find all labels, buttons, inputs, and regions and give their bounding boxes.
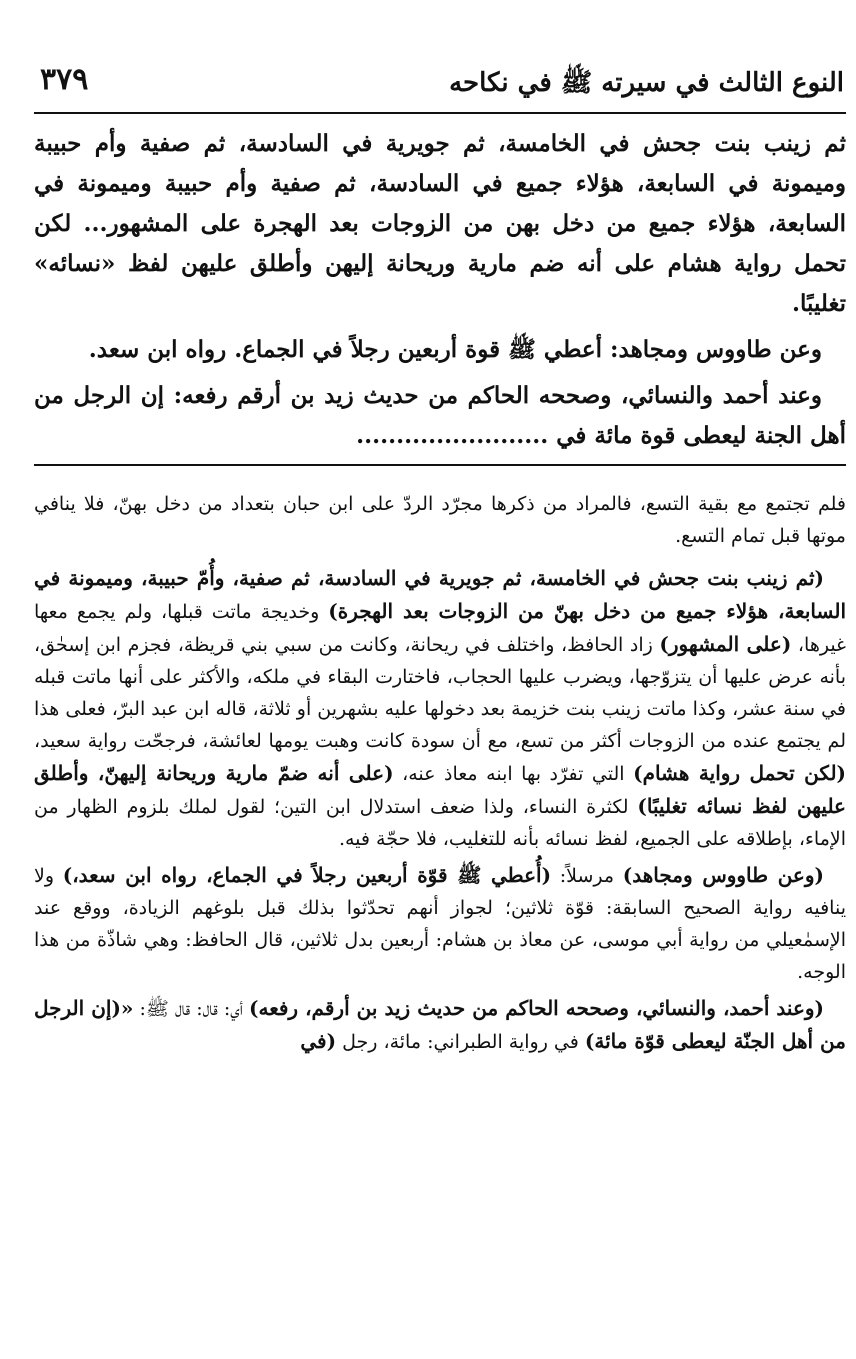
quoted-text: (أُعطي ﷺ قوّة أربعين رجلاً في الجماع، رواه ابن سعد،): [62, 863, 552, 887]
book-page: [34, 58, 846, 1348]
quoted-text: (ثم زينب بنت جحش في الخامسة، ثم جويرية في السادسة، ثم صفية، وأُمّ حبيبة، وميمونة في السابعة، هؤلاء جميع من دخل بهنّ من الزوجات بعد الهجرة): [34, 566, 846, 623]
section-divider: [34, 464, 846, 466]
main-paragraph: وعن طاووس ومجاهد: أعطي ﷺ قوة أربعين رجلاً في الجماع. رواه ابن سعد.: [88, 336, 822, 363]
main-paragraph: وعند أحمد والنسائي، وصححه الحاكم من حديث زيد بن أرقم رفعه: إن الرجل من أهل الجنة ليعطى قوة مائة في ........................: [34, 382, 846, 449]
commentary: [34, 488, 846, 1058]
commentary-text: التي تفرّد بها ابنه معاذ عنه،: [393, 763, 634, 785]
commentary-text: زاد الحافظ، واختلف في ريحانة، وكانت من سبي بني قريظة، فجزم ابن إسحٰق، بأنه عرض عليها أن يتزوّجها، ويضرب عليها الحجاب، فاختارت البقاء في ملكه، والأكثر على أنها ماتت قبله في سنة عشر، وكذا ماتت زينب بنت خزيمة بعد دخولها عليه بشهرين أو ثلاثة، قاله ابن عبد البرّ، فعلى هذا لم يجتمع عنده من الزوجات أكثر من تسع، مع أن سودة كانت وهبت يومها لعائشة، فرجحّت رواية سعيد،: [34, 634, 846, 752]
commentary-text: لكثرة النساء، ولذا ضعف استدلال ابن التين؛ لقول لملك بلزوم الظهار من الإماء، بإطلاقه على الجميع، لفظ نسائه بأنه للتغليب، فلا حجّة فيه.: [34, 796, 846, 850]
commentary-text: مرسلاً:: [551, 865, 623, 887]
quoted-text: (على أنه ضمّ مارية وريحانة إليهنّ، وأطلق عليهن لفظ نسائه تغليبًا): [34, 761, 846, 818]
quoted-text: «(إن الرجل من أهل الجنّة ليعطى قوّة مائة): [34, 996, 846, 1053]
commentary-paragraph: [34, 992, 846, 1058]
commentary-paragraph: فلم تجتمع مع بقية التسع، فالمراد من ذكرها مجرّد الردّ على ابن حبان بتعداد من دخل بهنّ، فلا ينافي موتها قبل تمام التسع.: [34, 493, 846, 547]
main-text: [34, 124, 846, 456]
quoted-text: (وعند أحمد، والنسائي، وصححه الحاكم من حديث زيد بن أرقم، رفعه): [249, 996, 825, 1020]
running-title: النوع الثالث في سيرته ﷺ في نكاحه: [449, 68, 844, 98]
page-header: [34, 58, 846, 114]
page-number: ٣٧٩: [40, 62, 89, 97]
quoted-text: (لكن تحمل رواية هشام): [633, 761, 846, 785]
quoted-text: (على المشهور): [659, 632, 792, 656]
main-paragraph: ثم زينب بنت جحش في الخامسة، ثم جويرية في السادسة، ثم صفية وأم حبيبة وميمونة في السابعة، هؤلاء جميع في السادسة، ثم صفية وأم حبيبة وميمونة في السابعة، هؤلاء جميع من دخل بهن من الزوجات بعد الهجرة على المشهور... لكن تحمل رواية هشام على أنه ضم مارية وريحانة إليهن وأطلق عليهن لفظ «نسائه» تغليبًا.: [34, 130, 846, 317]
commentary-text: وخديجة ماتت قبلها، ولم يجمع معها غيرها،: [34, 601, 846, 656]
commentary-paragraph: [34, 562, 846, 855]
commentary-paragraph: [34, 859, 846, 988]
commentary-text: ولا ينافيه رواية الصحيح السابقة: قوّة ثلاثين؛ لجواز أنهم تحدّثوا بذلك قبل بلوغهم الزيادة، ووقع عند الإسمٰعيلي من رواية أبي موسى، عن معاذ بن هشام: أربعين بدل ثلاثين، قال الحافظ: وهي شاذّة من هذا الوجه.: [34, 865, 846, 983]
quoted-text: (في: [300, 1029, 337, 1053]
quoted-text: (وعن طاووس ومجاهد): [622, 863, 824, 887]
commentary-text: في رواية الطبراني: مائة، رجل: [336, 1031, 585, 1053]
commentary-text: أي: قال: قال ﷺ:: [133, 998, 250, 1020]
